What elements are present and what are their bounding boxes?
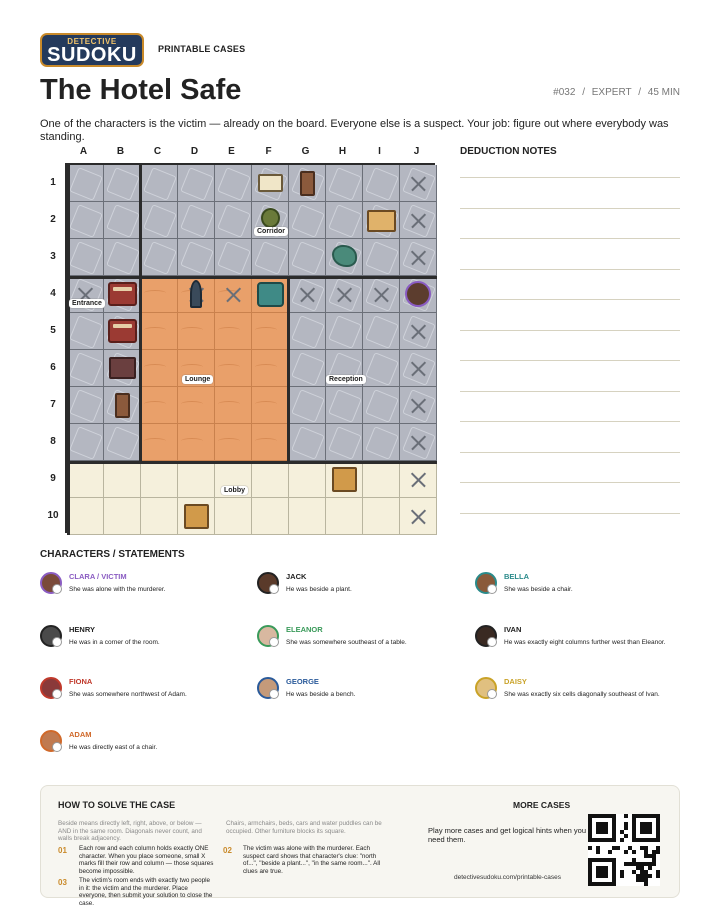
character-name: DAISY: [504, 677, 527, 686]
how-to-title: HOW TO SOLVE THE CASE: [58, 800, 176, 810]
intro-text: One of the characters is the victim — already on the board. Everyone else is a suspect. Your job: figure out where everybody was standing.: [40, 118, 669, 143]
character-avatar: [475, 572, 497, 594]
grid-cell-A5[interactable]: [67, 313, 104, 350]
column-label: F: [265, 146, 272, 157]
grid-cell-D8[interactable]: [178, 424, 215, 461]
grid-cell-I3[interactable]: [363, 239, 400, 276]
note-line[interactable]: [460, 208, 680, 209]
character-name: CLARA / VICTIM: [69, 572, 127, 581]
furniture-rule: Chairs, armchairs, beds, cars and water puddles can be occupied. Other furniture blocks its square.: [226, 820, 382, 835]
grid-cell-E6[interactable]: [215, 350, 252, 387]
character-statement: He was directly east of a chair.: [69, 743, 158, 751]
logo-main-text: SUDOKU: [47, 44, 137, 66]
grid-cell-H10[interactable]: [326, 498, 363, 535]
grid-cell-F3[interactable]: [252, 239, 289, 276]
character-avatar: [257, 572, 279, 594]
character-statement: He was in a corner of the room.: [69, 638, 160, 646]
note-line[interactable]: [460, 482, 680, 483]
grid-cell-I7[interactable]: [363, 387, 400, 424]
character-card: [475, 677, 685, 717]
grid-cell-I10[interactable]: [363, 498, 400, 535]
cross-mark-icon: [289, 276, 326, 313]
grid-cell-F10[interactable]: [252, 498, 289, 535]
character-name: ADAM: [69, 729, 92, 739]
character-statement: She was somewhere southeast of a table.: [286, 638, 407, 646]
grid-cell-C9[interactable]: [141, 461, 178, 498]
grid-cell-B9[interactable]: [104, 461, 141, 498]
character-card: [475, 572, 685, 612]
note-line[interactable]: [460, 391, 680, 392]
cross-mark-icon: [400, 424, 437, 461]
grid-cell-B10[interactable]: [104, 498, 141, 535]
puddle-icon: [332, 245, 357, 267]
character-statement: He was beside a bench.: [286, 691, 356, 698]
grid-cell-F7[interactable]: [252, 387, 289, 424]
desk-icon: [258, 174, 283, 192]
grid-cell-H7[interactable]: [326, 387, 363, 424]
character-card: [40, 730, 250, 770]
column-label: J: [413, 146, 420, 157]
step-text: Each row and each column holds exactly ONE character. When you place someone, small X marks fill their row and column — those squares become impossible.: [79, 845, 214, 875]
grid-cell-C4[interactable]: [141, 276, 178, 313]
grid-cell-I1[interactable]: [363, 165, 400, 202]
qr-code-icon[interactable]: [588, 814, 660, 886]
grid-cell-C6[interactable]: [141, 350, 178, 387]
grid-cell-G6[interactable]: [289, 350, 326, 387]
chair-icon: [300, 171, 315, 196]
grid-cell-E2[interactable]: [215, 202, 252, 239]
character-card: [40, 625, 250, 665]
step-number: 02: [223, 846, 232, 855]
cross-mark-icon: [363, 276, 400, 313]
printable-cases-label: PRINTABLE CASES: [158, 44, 246, 54]
victim-avatar[interactable]: [405, 281, 431, 307]
character-card: [40, 572, 250, 612]
grid-cell-D2[interactable]: [178, 202, 215, 239]
case-meta: [549, 87, 680, 98]
deduction-notes-title: DEDUCTION NOTES: [460, 146, 557, 157]
cross-mark-icon: [400, 239, 437, 276]
character-statement: He was exactly eight columns further west than Eleanor.: [504, 638, 666, 646]
table-icon: [184, 504, 209, 529]
grid-cell-G5[interactable]: [289, 313, 326, 350]
cabinet-icon: [108, 319, 137, 343]
grid-cell-C7[interactable]: [141, 387, 178, 424]
cross-mark-icon: [400, 165, 437, 202]
grid-cell-A7[interactable]: [67, 387, 104, 424]
grid-cell-I9[interactable]: [363, 461, 400, 498]
character-statement: He was beside a plant.: [286, 586, 352, 593]
character-name: BELLA: [504, 572, 529, 581]
character-name: GEORGE: [286, 677, 319, 686]
note-line[interactable]: [460, 513, 680, 514]
row-label: 5: [50, 325, 56, 336]
chair-icon: [115, 393, 130, 418]
grid-cell-H8[interactable]: [326, 424, 363, 461]
row-label: 6: [50, 362, 56, 373]
room-wall: [139, 165, 142, 276]
cross-mark-icon: [215, 276, 252, 313]
character-statement: She was somewhere northwest of Adam.: [69, 691, 187, 698]
grid-cell-G7[interactable]: [289, 387, 326, 424]
character-name: JACK: [286, 572, 307, 581]
grid-cell-H1[interactable]: [326, 165, 363, 202]
grid-cell-F8[interactable]: [252, 424, 289, 461]
character-name: FIONA: [69, 677, 93, 686]
character-card: [40, 677, 250, 717]
grid-cell-D3[interactable]: [178, 239, 215, 276]
grid-cell-D1[interactable]: [178, 165, 215, 202]
bench-icon: [367, 210, 396, 232]
adjacency-rule: Beside means directly left, right, above, or below — AND in the same room. Diagonals never count, and walls break adjacency.: [58, 820, 202, 842]
grid-cell-E8[interactable]: [215, 424, 252, 461]
row-label: 8: [50, 436, 56, 447]
room-wall: [67, 165, 70, 535]
note-line[interactable]: [460, 360, 680, 361]
plant-icon: [261, 208, 280, 228]
room-label-reception: Reception: [326, 375, 366, 384]
grid-cell-I6[interactable]: [363, 350, 400, 387]
more-cases-link[interactable]: detectivesudoku.com/printable-cases: [454, 874, 561, 881]
row-label: 2: [50, 214, 56, 225]
room-label-entrance: Entrance: [69, 299, 105, 308]
cross-mark-icon: [400, 313, 437, 350]
grid-cell-F6[interactable]: [252, 350, 289, 387]
grid-cell-A10[interactable]: [67, 498, 104, 535]
character-avatar: [257, 677, 279, 699]
grid-cell-E1[interactable]: [215, 165, 252, 202]
grid-cell-D7[interactable]: [178, 387, 215, 424]
grid-cell-A1[interactable]: [67, 165, 104, 202]
column-label: B: [116, 146, 125, 157]
character-card: [257, 572, 467, 612]
note-line[interactable]: [460, 269, 680, 270]
grid-cell-C5[interactable]: [141, 313, 178, 350]
table-icon: [332, 467, 357, 492]
room-wall: [67, 461, 437, 464]
character-name: ELEANOR: [286, 624, 323, 634]
step-number: 01: [58, 846, 67, 855]
grid-cell-E5[interactable]: [215, 313, 252, 350]
room-wall: [139, 276, 142, 462]
more-cases-title: MORE CASES: [513, 800, 571, 810]
grid-cell-G8[interactable]: [289, 424, 326, 461]
cross-mark-icon: [400, 387, 437, 424]
cross-mark-icon: [400, 202, 437, 239]
logo: [40, 33, 144, 67]
logo-top-text: DETECTIVE: [67, 37, 117, 46]
step-text: The victim was alone with the murderer. Each suspect card shows that character's clue: "north of...", "beside a plant...", "in the same room...". All clues are true.: [243, 845, 381, 875]
cross-mark-icon: [326, 276, 363, 313]
grid-cell-A6[interactable]: [67, 350, 104, 387]
grid-cell-G2[interactable]: [289, 202, 326, 239]
character-avatar: [40, 730, 62, 752]
step-text: The victim's room ends with exactly two people in it: the victim and the murderer. Place everyone, then submit your solution to close the case.: [79, 877, 213, 907]
character-avatar: [475, 677, 497, 699]
column-label: G: [301, 146, 310, 157]
case-number: #032: [553, 87, 576, 98]
grid-cell-E3[interactable]: [215, 239, 252, 276]
column-label: I: [378, 146, 381, 157]
grid-cell-B2[interactable]: [104, 202, 141, 239]
character-card: [257, 677, 467, 717]
grid-cell-A2[interactable]: [67, 202, 104, 239]
step-number: 03: [58, 878, 67, 887]
grid-cell-G10[interactable]: [289, 498, 326, 535]
row-label: 3: [50, 251, 56, 262]
grid-cell-C10[interactable]: [141, 498, 178, 535]
character-statement: She was exactly six cells diagonally southeast of Ivan.: [504, 691, 660, 698]
character-card: [475, 625, 685, 665]
grid-cell-F5[interactable]: [252, 313, 289, 350]
grid-cell-B1[interactable]: [104, 165, 141, 202]
puzzle-grid[interactable]: [65, 163, 435, 533]
column-label: H: [338, 146, 347, 157]
grid-cell-A9[interactable]: [67, 461, 104, 498]
character-name: IVAN: [504, 624, 522, 634]
row-label: 9: [50, 473, 56, 484]
character-statement: She was beside a chair.: [504, 586, 573, 593]
row-label: 7: [50, 399, 56, 410]
characters-title: CHARACTERS / STATEMENTS: [40, 549, 185, 560]
grid-cell-C3[interactable]: [141, 239, 178, 276]
column-label: C: [153, 146, 162, 157]
character-avatar: [475, 625, 497, 647]
row-label: 4: [50, 288, 56, 299]
meta-separator: /: [638, 87, 641, 98]
meta-separator: /: [582, 87, 585, 98]
grid-cell-F9[interactable]: [252, 461, 289, 498]
character-avatar: [40, 677, 62, 699]
note-line[interactable]: [460, 238, 680, 239]
grid-cell-A8[interactable]: [67, 424, 104, 461]
room-label-lobby: Lobby: [221, 486, 248, 495]
more-cases-text: Play more cases and get logical hints when you need them.: [428, 826, 587, 844]
grid-cell-D9[interactable]: [178, 461, 215, 498]
character-avatar: [257, 625, 279, 647]
column-label: A: [79, 146, 88, 157]
grid-cell-A3[interactable]: [67, 239, 104, 276]
lamp-icon: [190, 280, 202, 308]
character-statement: She was alone with the murderer.: [69, 586, 166, 593]
note-line[interactable]: [460, 299, 680, 300]
grid-cell-B3[interactable]: [104, 239, 141, 276]
grid-cell-C2[interactable]: [141, 202, 178, 239]
grid-cell-D5[interactable]: [178, 313, 215, 350]
character-avatar: [40, 572, 62, 594]
grid-cell-G9[interactable]: [289, 461, 326, 498]
grid-cell-C8[interactable]: [141, 424, 178, 461]
note-line[interactable]: [460, 177, 680, 178]
page-title: The Hotel Safe: [40, 74, 242, 106]
character-name: HENRY: [69, 624, 95, 634]
cross-mark-icon: [400, 350, 437, 387]
grid-cell-G3[interactable]: [289, 239, 326, 276]
cross-mark-icon: [400, 498, 437, 535]
character-avatar: [40, 625, 62, 647]
cabinet-icon: [108, 282, 137, 306]
column-label: E: [228, 146, 235, 157]
row-label: 1: [50, 177, 56, 188]
grid-cell-I8[interactable]: [363, 424, 400, 461]
note-line[interactable]: [460, 330, 680, 331]
note-line[interactable]: [460, 452, 680, 453]
room-label-corridor: Corridor: [254, 227, 288, 236]
tv-icon: [109, 357, 136, 379]
column-label: D: [190, 146, 199, 157]
grid-cell-H2[interactable]: [326, 202, 363, 239]
duration: 45 MIN: [647, 87, 680, 98]
grid-cell-B8[interactable]: [104, 424, 141, 461]
armchair-icon: [257, 282, 284, 307]
row-label: 10: [47, 510, 59, 521]
grid-cell-H5[interactable]: [326, 313, 363, 350]
cross-mark-icon: [400, 461, 437, 498]
room-label-lounge: Lounge: [182, 375, 213, 384]
note-line[interactable]: [460, 421, 680, 422]
character-card: [257, 625, 467, 665]
grid-cell-C1[interactable]: [141, 165, 178, 202]
grid-cell-E7[interactable]: [215, 387, 252, 424]
difficulty: EXPERT: [591, 87, 632, 98]
grid-cell-I5[interactable]: [363, 313, 400, 350]
grid-cell-E10[interactable]: [215, 498, 252, 535]
